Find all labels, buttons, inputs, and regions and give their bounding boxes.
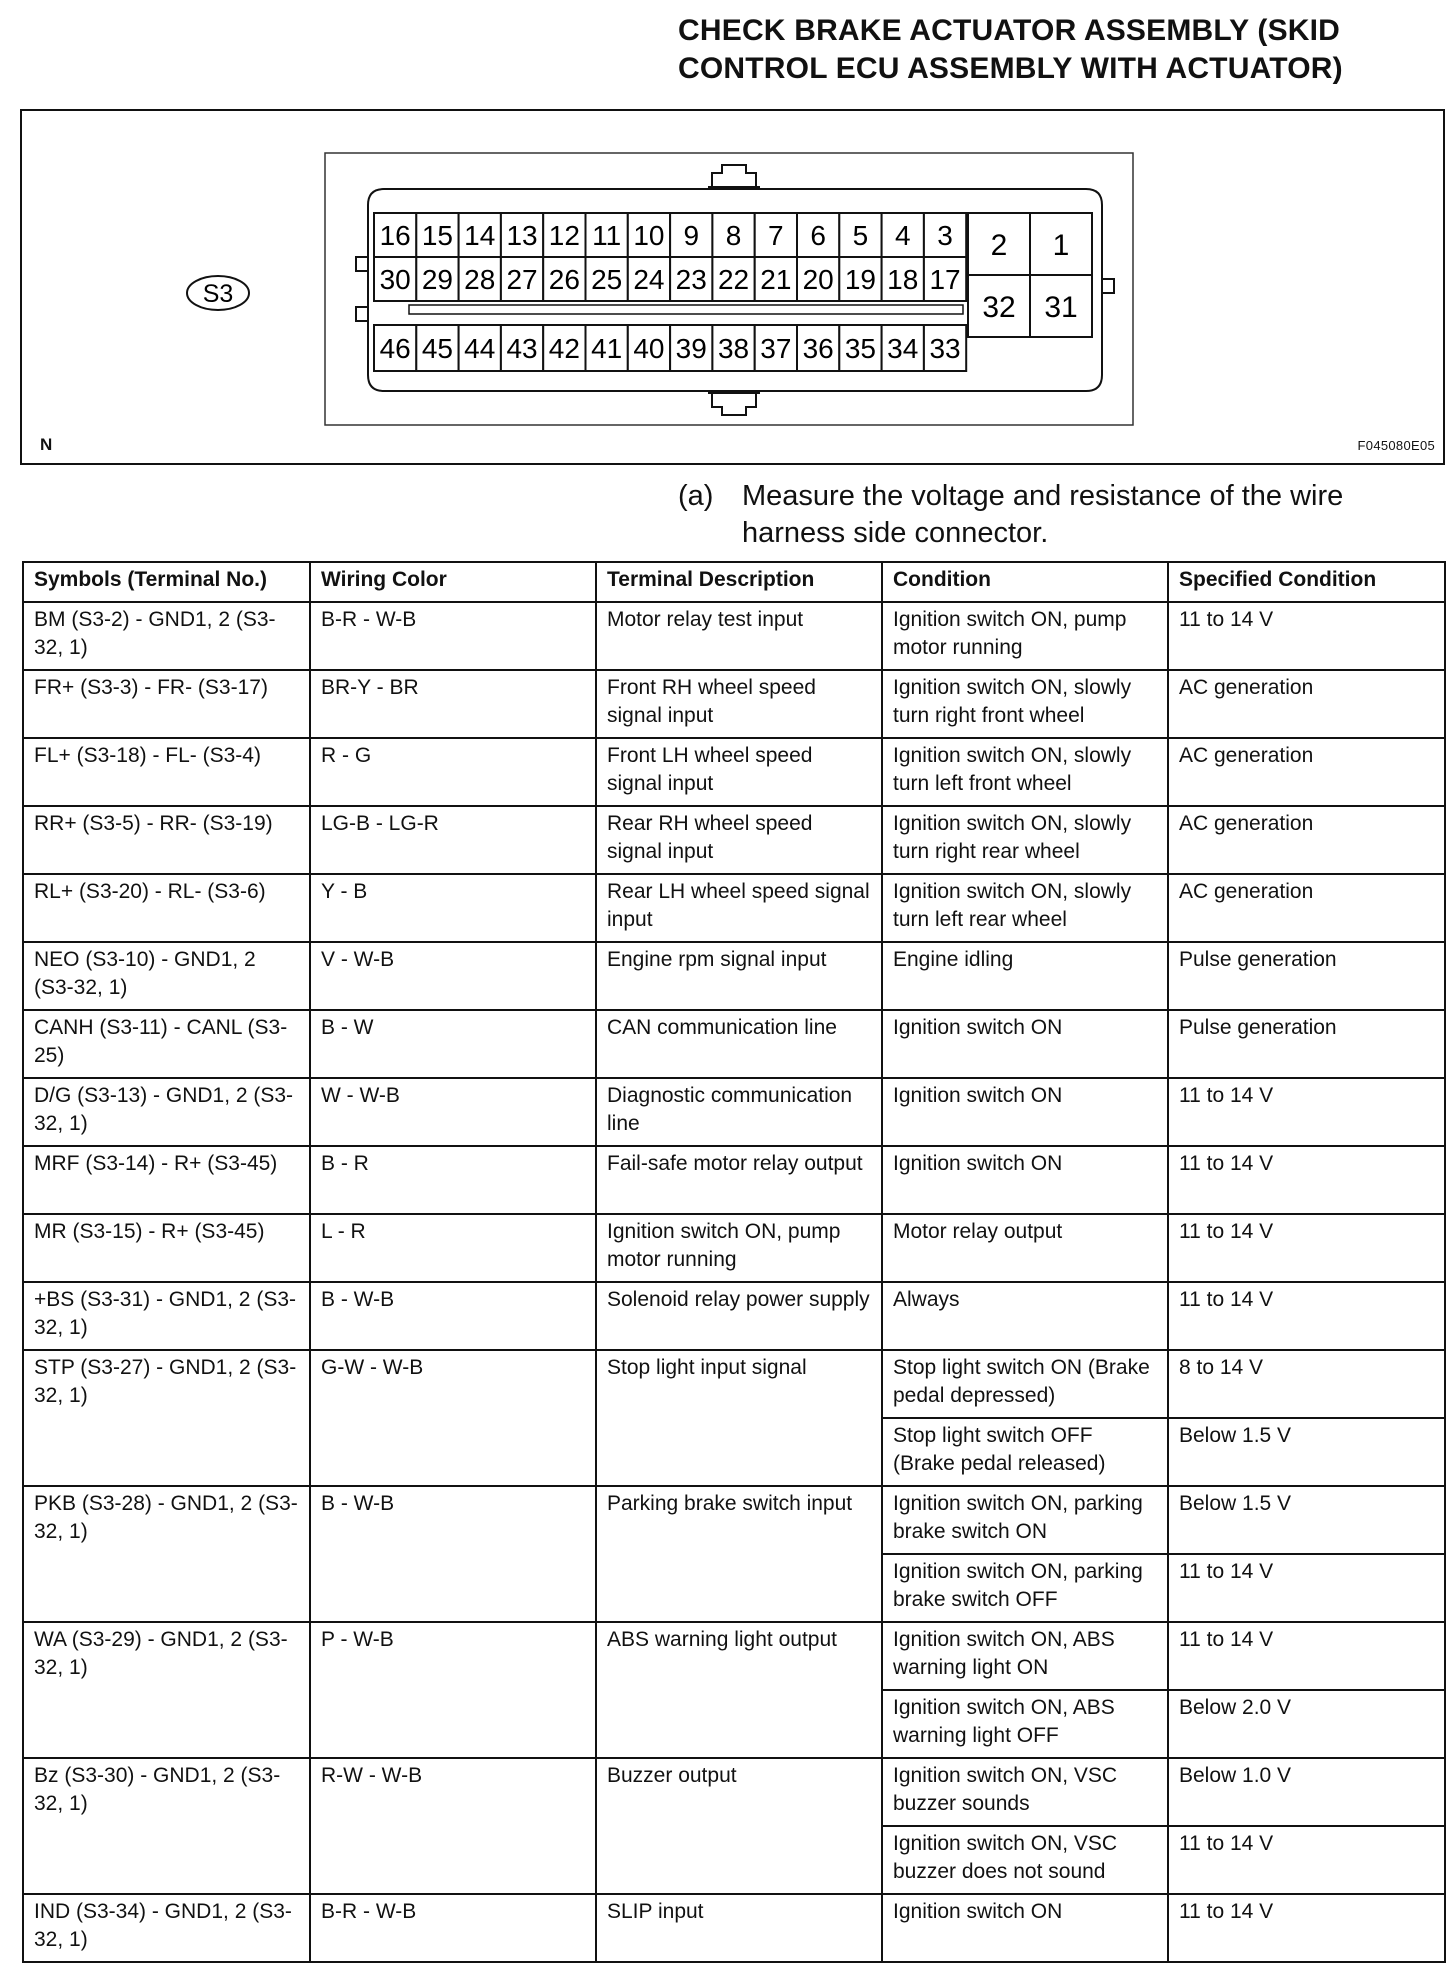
cell-wiring-color: B - W-B [310,1282,596,1350]
cell-condition: Ignition switch ON, parking brake switch ON [882,1486,1168,1554]
pin-number: 18 [887,264,919,296]
table-row [23,1486,1445,1554]
connector-figure [20,109,1445,465]
cell-wiring-color: R - G [310,738,596,806]
header-wiring-color: Wiring Color [310,562,596,602]
cell-terminal-description: Solenoid relay power supply [596,1282,882,1350]
header-condition: Condition [882,562,1168,602]
cell-terminal-description: ABS warning light output [596,1622,882,1758]
cell-wiring-color: BR-Y - BR [310,670,596,738]
cell-specified-condition: Below 1.5 V [1168,1486,1445,1554]
cell-terminal-description: CAN communication line [596,1010,882,1078]
cell-condition: Ignition switch ON, VSC buzzer sounds [882,1758,1168,1826]
upper-pin-block [374,213,966,301]
pin-number: 2 [990,228,1008,262]
cell-specified-condition: 11 to 14 V [1168,1554,1445,1622]
table-row [23,806,1445,874]
cell-symbol: D/G (S3-13) - GND1, 2 (S3-32, 1) [23,1078,310,1146]
pin-number: 30 [379,264,411,296]
spec-table [22,561,1446,1963]
cell-condition: Motor relay output [882,1214,1168,1282]
pin-number: 44 [464,333,496,365]
cell-wiring-color: B-R - W-B [310,602,596,670]
table-body [23,602,1445,1962]
cell-symbol: CANH (S3-11) - CANL (S3-25) [23,1010,310,1078]
cell-terminal-description: Stop light input signal [596,1350,882,1486]
table-header-row [23,562,1445,602]
cell-wiring-color: LG-B - LG-R [310,806,596,874]
cell-specified-condition: AC generation [1168,738,1445,806]
cell-specified-condition: Below 1.5 V [1168,1418,1445,1486]
cell-condition: Ignition switch ON [882,1010,1168,1078]
cell-specified-condition: Pulse generation [1168,942,1445,1010]
cell-terminal-description: SLIP input [596,1894,882,1962]
table-row [23,1894,1445,1962]
table-row [23,670,1445,738]
pin-number: 37 [760,333,792,365]
table-row [23,1622,1445,1690]
pin-number: 9 [683,220,700,252]
pin-number: 45 [421,333,454,365]
cell-symbol: FL+ (S3-18) - FL- (S3-4) [23,738,310,806]
cell-specified-condition: 11 to 14 V [1168,1826,1445,1894]
pin-number: 22 [717,264,750,296]
cell-specified-condition: 11 to 14 V [1168,602,1445,670]
cell-terminal-description: Buzzer output [596,1758,882,1894]
pin-number: 46 [379,333,411,365]
pin-number: 20 [802,264,834,296]
power-pin-block [968,213,1092,337]
table-row [23,1350,1445,1418]
cell-symbol: BM (S3-2) - GND1, 2 (S3-32, 1) [23,602,310,670]
pin-number: 36 [802,333,834,365]
cell-specified-condition: 11 to 14 V [1168,1622,1445,1690]
table-row [23,1282,1445,1350]
cell-wiring-color: R-W - W-B [310,1758,596,1894]
cell-wiring-color: B - W [310,1010,596,1078]
table-row [23,942,1445,1010]
pin-number: 3 [937,220,953,252]
cell-symbol: FR+ (S3-3) - FR- (S3-17) [23,670,310,738]
table-row [23,1078,1445,1146]
pin-number: 25 [591,264,623,296]
cell-symbol: RL+ (S3-20) - RL- (S3-6) [23,874,310,942]
cell-wiring-color: P - W-B [310,1622,596,1758]
cell-specified-condition: Pulse generation [1168,1010,1445,1078]
cell-wiring-color: L - R [310,1214,596,1282]
header-symbols: Symbols (Terminal No.) [23,562,310,602]
pin-number: 33 [929,333,961,365]
pin-number: 1 [1052,228,1070,262]
pin-number: 15 [421,220,454,252]
cell-terminal-description: Engine rpm signal input [596,942,882,1010]
figure-id: F045080E05 [1357,438,1435,453]
table-row [23,1758,1445,1826]
cell-terminal-description: Motor relay test input [596,602,882,670]
cell-symbol: STP (S3-27) - GND1, 2 (S3-32, 1) [23,1350,310,1486]
cell-condition: Engine idling [882,942,1168,1010]
pin-number: 41 [591,333,623,365]
pin-number: 35 [844,333,877,365]
title-line-1: CHECK BRAKE ACTUATOR ASSEMBLY (SKID [678,14,1341,47]
cell-symbol: RR+ (S3-5) - RR- (S3-19) [23,806,310,874]
pin-number: 23 [675,264,707,296]
pin-number: 21 [760,264,792,296]
cell-terminal-description: Front RH wheel speed signal input [596,670,882,738]
pin-number: 26 [548,264,580,296]
pin-number: 29 [421,264,454,296]
pin-number: 10 [633,220,665,252]
cell-specified-condition: Below 1.0 V [1168,1758,1445,1826]
pin-number: 27 [506,264,538,296]
pin-number: 39 [675,333,707,365]
table-row [23,1010,1445,1078]
pin-number: 31 [1044,290,1078,324]
pin-number: 8 [725,220,742,252]
lower-pin-block [374,325,966,371]
pin-number: 19 [844,264,877,296]
cell-symbol: Bz (S3-30) - GND1, 2 (S3-32, 1) [23,1758,310,1894]
cell-condition: Stop light switch OFF (Brake pedal released) [882,1418,1168,1486]
cell-condition: Ignition switch ON, ABS warning light OFF [882,1690,1168,1758]
table-row [23,602,1445,670]
pin-number: 11 [592,220,622,252]
cell-specified-condition: Below 2.0 V [1168,1690,1445,1758]
cell-specified-condition: 11 to 14 V [1168,1282,1445,1350]
pin-number: 5 [852,220,869,252]
cell-condition: Ignition switch ON, slowly turn right rear wheel [882,806,1168,874]
pin-number: 12 [548,220,580,252]
pin-number: 24 [633,264,665,296]
cell-condition: Ignition switch ON, slowly turn right front wheel [882,670,1168,738]
cell-specified-condition: AC generation [1168,670,1445,738]
cell-terminal-description: Diagnostic communication line [596,1078,882,1146]
pin-number: 16 [379,220,411,252]
cell-terminal-description: Front LH wheel speed signal input [596,738,882,806]
step-text: Measure the voltage and resistance of the wire harness side connector. [742,480,1344,549]
cell-condition: Always [882,1282,1168,1350]
title-line-2: CONTROL ECU ASSEMBLY WITH ACTUATOR) [678,52,1343,85]
cell-symbol: NEO (S3-10) - GND1, 2 (S3-32, 1) [23,942,310,1010]
cell-terminal-description: Rear RH wheel speed signal input [596,806,882,874]
cell-wiring-color: B - W-B [310,1486,596,1622]
cell-condition: Ignition switch ON [882,1146,1168,1214]
table-row [23,738,1445,806]
pin-number: 43 [506,333,538,365]
pin-number: 34 [887,333,919,365]
corner-mark: N [40,435,53,454]
header-specified-condition: Specified Condition [1168,562,1445,602]
cell-condition: Ignition switch ON [882,1078,1168,1146]
pin-number: 7 [768,220,784,252]
pin-number: 42 [548,333,580,365]
cell-symbol: MR (S3-15) - R+ (S3-45) [23,1214,310,1282]
cell-condition: Ignition switch ON, slowly turn left front wheel [882,738,1168,806]
cell-condition: Ignition switch ON [882,1894,1168,1962]
pin-number: 28 [464,264,496,296]
cell-wiring-color: B-R - W-B [310,1894,596,1962]
pin-number: 14 [464,220,496,252]
pin-number: 17 [929,264,961,296]
header-terminal-description: Terminal Description [596,562,882,602]
cell-condition: Ignition switch ON, ABS warning light ON [882,1622,1168,1690]
connector-diagram [22,111,1443,463]
cell-symbol: WA (S3-29) - GND1, 2 (S3-32, 1) [23,1622,310,1758]
pin-number: 38 [717,333,750,365]
pin-number: 32 [982,290,1016,324]
step-letter: (a) [678,480,714,512]
cell-terminal-description: Rear LH wheel speed signal input [596,874,882,942]
cell-wiring-color: Y - B [310,874,596,942]
cell-wiring-color: V - W-B [310,942,596,1010]
connector-code: S3 [202,280,234,308]
cell-specified-condition: 11 to 14 V [1168,1214,1445,1282]
page-title [678,12,1438,88]
table-row [23,874,1445,942]
cell-specified-condition: AC generation [1168,806,1445,874]
cell-wiring-color: B - R [310,1146,596,1214]
cell-condition: Ignition switch ON, VSC buzzer does not sound [882,1826,1168,1894]
cell-terminal-description: Parking brake switch input [596,1486,882,1622]
pin-number: 6 [810,220,826,252]
cell-condition: Stop light switch ON (Brake pedal depressed) [882,1350,1168,1418]
cell-specified-condition: AC generation [1168,874,1445,942]
cell-terminal-description: Ignition switch ON, pump motor running [596,1214,882,1282]
cell-specified-condition: 11 to 14 V [1168,1894,1445,1962]
cell-wiring-color: G-W - W-B [310,1350,596,1486]
cell-condition: Ignition switch ON, pump motor running [882,602,1168,670]
table-row [23,1214,1445,1282]
cell-specified-condition: 8 to 14 V [1168,1350,1445,1418]
table-row [23,1146,1445,1214]
cell-condition: Ignition switch ON, parking brake switch OFF [882,1554,1168,1622]
cell-wiring-color: W - W-B [310,1078,596,1146]
cell-specified-condition: 11 to 14 V [1168,1146,1445,1214]
cell-symbol: IND (S3-34) - GND1, 2 (S3-32, 1) [23,1894,310,1962]
pin-number: 13 [506,220,538,252]
cell-specified-condition: 11 to 14 V [1168,1078,1445,1146]
cell-symbol: MRF (S3-14) - R+ (S3-45) [23,1146,310,1214]
cell-terminal-description: Fail-safe motor relay output [596,1146,882,1214]
pin-number: 4 [894,220,911,252]
cell-symbol: PKB (S3-28) - GND1, 2 (S3-32, 1) [23,1486,310,1622]
cell-symbol: +BS (S3-31) - GND1, 2 (S3-32, 1) [23,1282,310,1350]
pin-number: 40 [633,333,665,365]
cell-condition: Ignition switch ON, slowly turn left rear wheel [882,874,1168,942]
